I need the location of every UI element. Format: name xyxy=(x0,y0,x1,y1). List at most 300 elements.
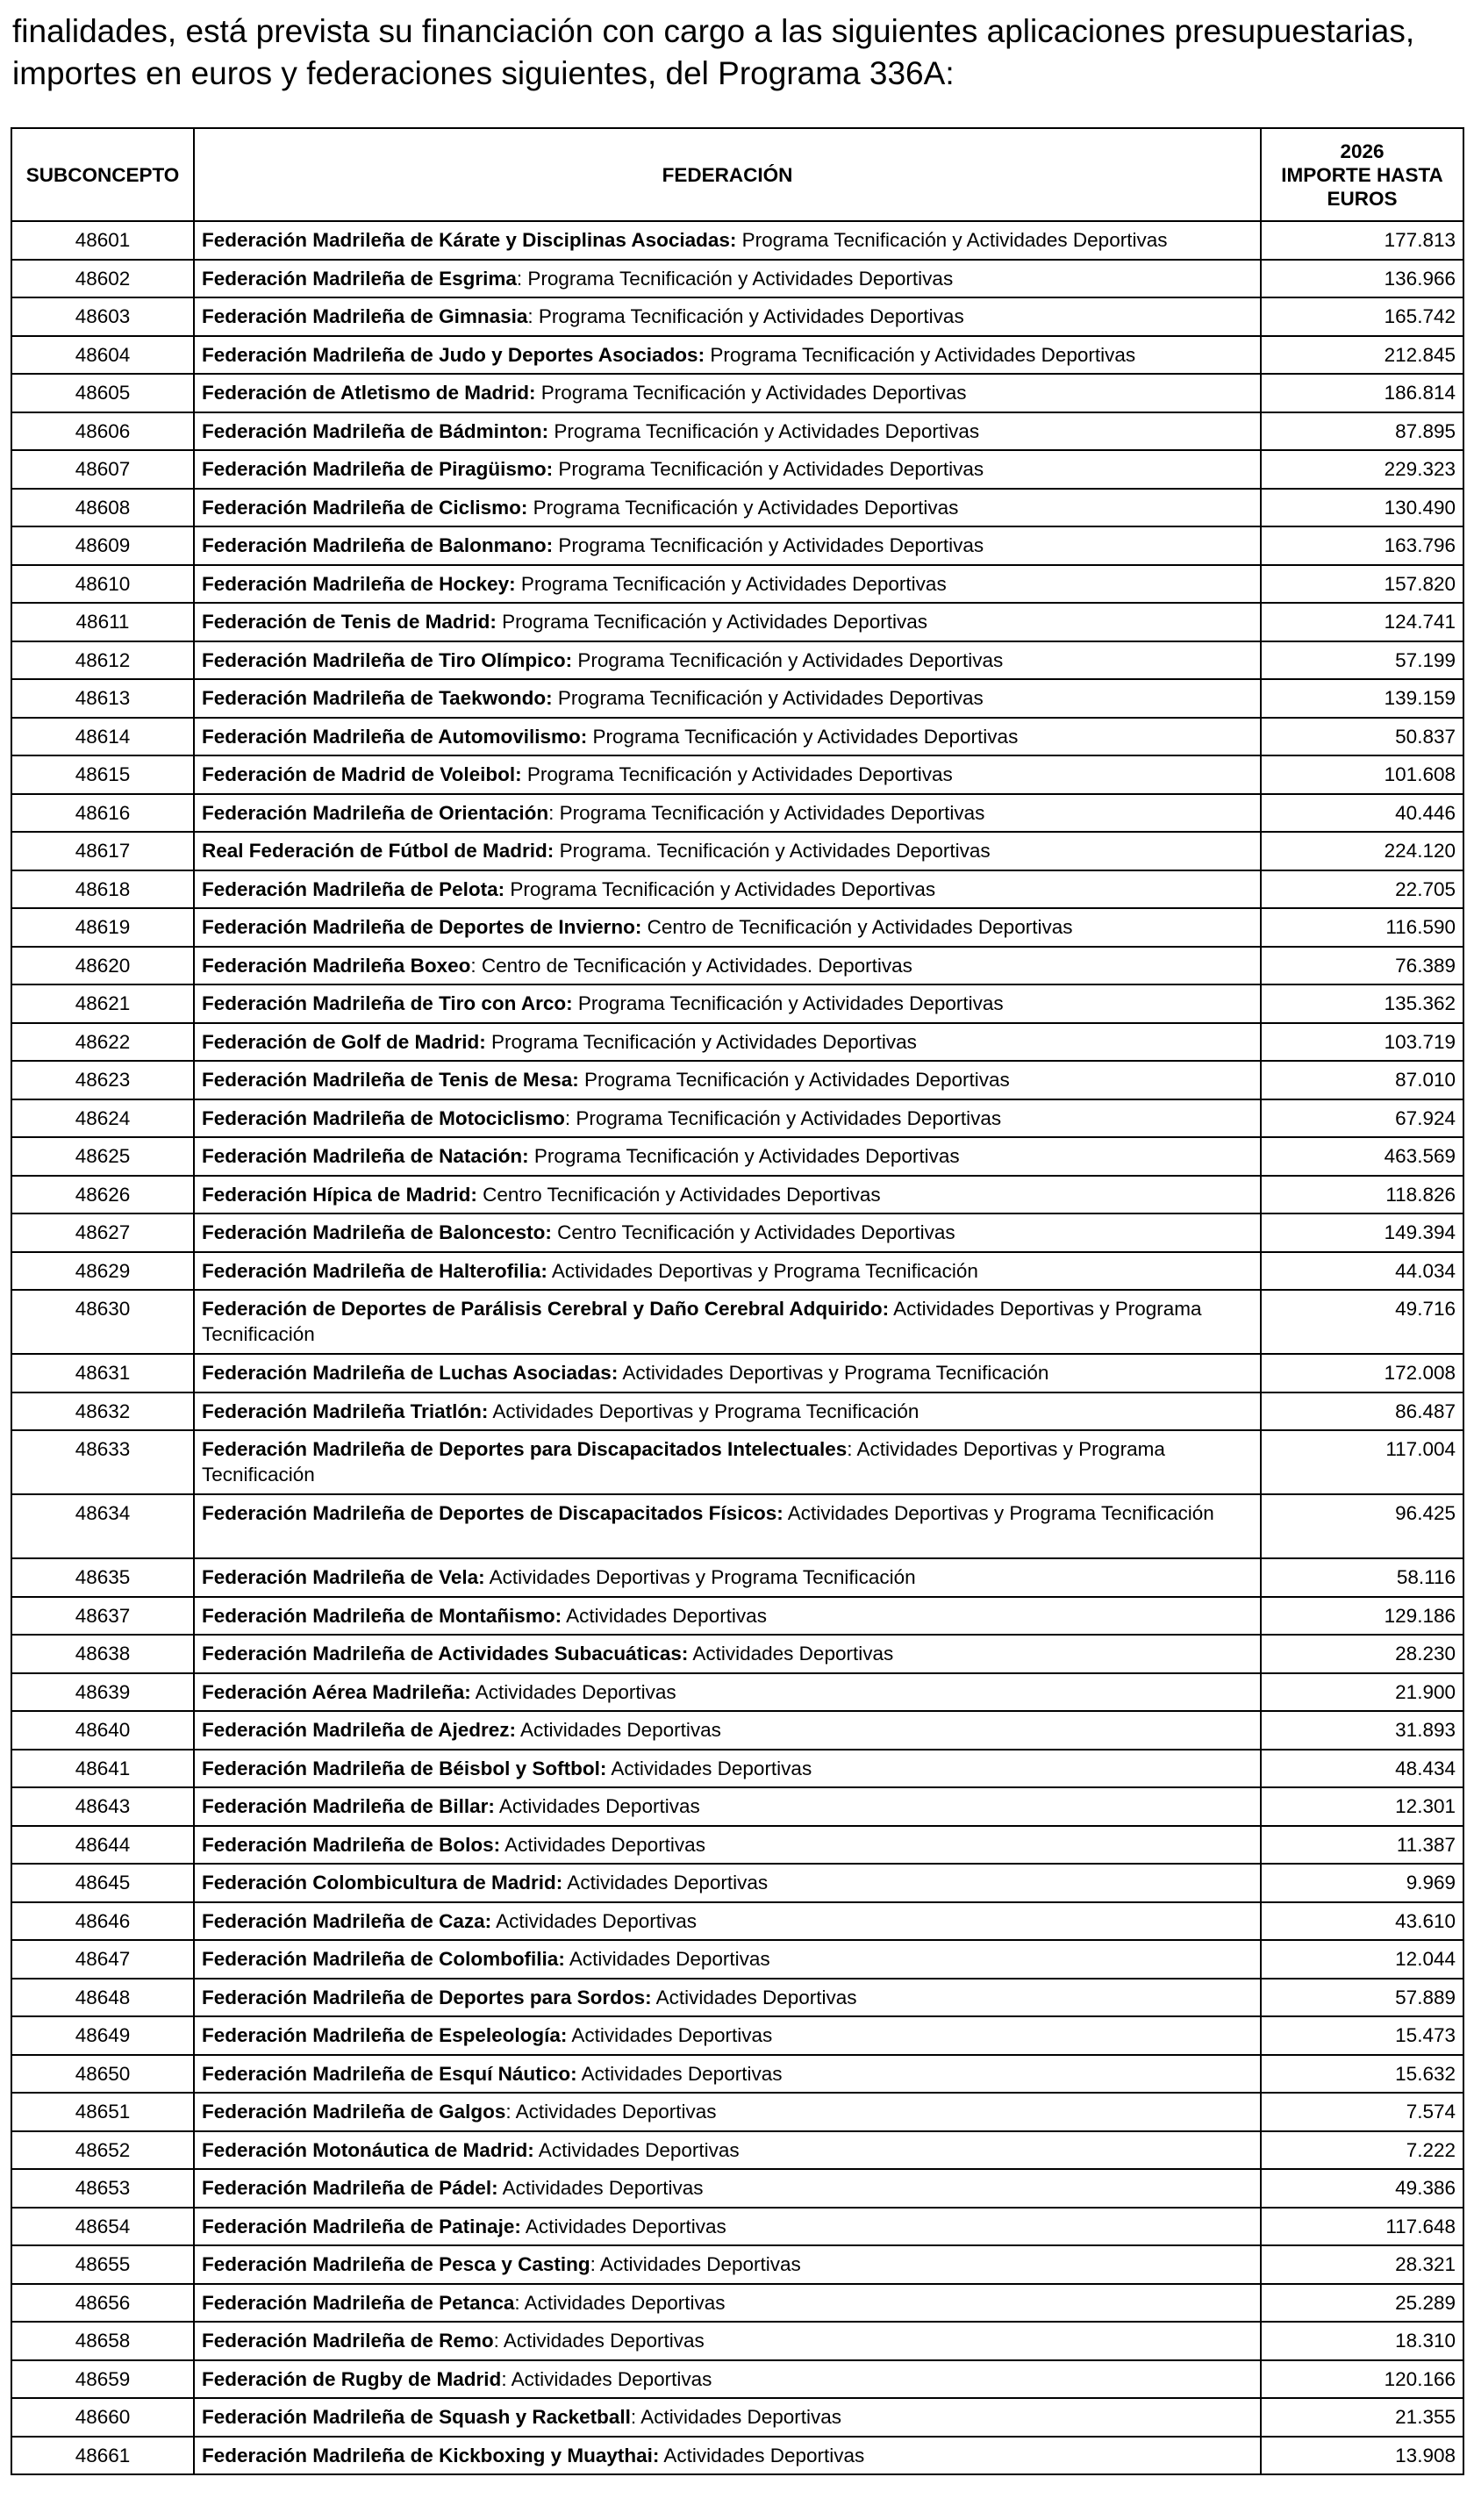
table-row xyxy=(11,1061,1463,1099)
importe-cell: 165.742 xyxy=(1261,297,1463,336)
subconcepto-cell: 48603 xyxy=(11,297,194,336)
federacion-cell xyxy=(194,1635,1261,1673)
federacion-cell xyxy=(194,336,1261,375)
federacion-cell xyxy=(194,412,1261,451)
importe-cell: 120.166 xyxy=(1261,2360,1463,2399)
header-federacion: FEDERACIÓN xyxy=(194,128,1261,221)
federation-program: Actividades Deportivas y Programa Tecnificación xyxy=(202,1298,1202,1345)
subconcepto-cell: 48649 xyxy=(11,2016,194,2055)
subconcepto-cell: 48653 xyxy=(11,2169,194,2208)
table-row xyxy=(11,2322,1463,2360)
subconcepto-cell: 48602 xyxy=(11,260,194,298)
table-row xyxy=(11,1354,1463,1392)
importe-cell: 58.116 xyxy=(1261,1558,1463,1597)
federacion-cell xyxy=(194,794,1261,833)
importe-cell: 103.719 xyxy=(1261,1023,1463,1062)
federacion-cell xyxy=(194,1826,1261,1865)
federation-name: Federación Madrileña de Béisbol y Softbol: xyxy=(202,1757,607,1779)
table-row xyxy=(11,1635,1463,1673)
federacion-cell xyxy=(194,2245,1261,2284)
subconcepto-cell: 48620 xyxy=(11,947,194,985)
federation-program: Programa Tecnificación y Actividades Deportivas xyxy=(553,534,984,556)
federacion-cell xyxy=(194,1750,1261,1788)
federation-name: Federación Madrileña de Tiro con Arco: xyxy=(202,992,573,1014)
federation-program: Programa Tecnificación y Actividades Deportivas xyxy=(535,382,967,404)
table-row xyxy=(11,1673,1463,1712)
importe-cell: 229.323 xyxy=(1261,450,1463,489)
federation-name: Federación Madrileña de Deportes de Invierno: xyxy=(202,916,642,938)
subconcepto-cell: 48617 xyxy=(11,832,194,870)
federacion-cell xyxy=(194,1864,1261,1902)
federation-name: Federación Madrileña de Esquí Náutico: xyxy=(202,2062,577,2085)
federation-program: : Programa Tecnificación y Actividades Deportivas xyxy=(527,305,964,327)
intro-paragraph xyxy=(12,11,1469,95)
table-row xyxy=(11,450,1463,489)
federation-program: Actividades Deportivas xyxy=(688,1643,894,1664)
importe-cell: 212.845 xyxy=(1261,336,1463,375)
federation-name: Real Federación de Fútbol de Madrid: xyxy=(202,840,555,862)
header-importe xyxy=(1261,128,1463,221)
subconcepto-cell: 48613 xyxy=(11,679,194,718)
importe-cell: 86.487 xyxy=(1261,1392,1463,1431)
federation-name: Federación Madrileña de Deportes para Sordos: xyxy=(202,1986,652,2008)
federacion-cell xyxy=(194,984,1261,1023)
federation-name: Federación Madrileña de Patinaje: xyxy=(202,2215,521,2237)
table-row xyxy=(11,1176,1463,1214)
importe-cell: 49.716 xyxy=(1261,1290,1463,1354)
federation-name: Federación Madrileña de Galgos xyxy=(202,2101,506,2123)
table-row xyxy=(11,984,1463,1023)
federation-name: Federación Madrileña de Judo y Deportes Asociados: xyxy=(202,343,705,366)
federacion-cell xyxy=(194,2208,1261,2246)
table-row xyxy=(11,908,1463,947)
table-row xyxy=(11,374,1463,412)
importe-cell: 21.355 xyxy=(1261,2398,1463,2437)
subconcepto-cell: 48631 xyxy=(11,1354,194,1392)
federacion-cell xyxy=(194,1213,1261,1252)
federation-name: Federación Madrileña de Hockey: xyxy=(202,572,516,595)
federation-program: : Actividades Deportivas xyxy=(630,2406,842,2428)
federation-program: Actividades Deportivas xyxy=(651,1986,857,2008)
table-row xyxy=(11,2208,1463,2246)
subconcepto-cell: 48644 xyxy=(11,1826,194,1865)
federacion-cell xyxy=(194,1902,1261,1941)
federation-name: Federación Madrileña de Baloncesto: xyxy=(202,1221,552,1243)
subconcepto-cell: 48605 xyxy=(11,374,194,412)
importe-cell: 49.386 xyxy=(1261,2169,1463,2208)
importe-cell: 117.648 xyxy=(1261,2208,1463,2246)
federacion-cell xyxy=(194,1940,1261,1979)
federation-program: : Actividades Deportivas xyxy=(590,2253,801,2275)
importe-cell: 12.301 xyxy=(1261,1787,1463,1826)
table-row xyxy=(11,2055,1463,2094)
subconcepto-cell: 48656 xyxy=(11,2284,194,2323)
federacion-cell xyxy=(194,1023,1261,1062)
table-row xyxy=(11,1864,1463,1902)
federation-name: Federación Madrileña de Vela: xyxy=(202,1566,485,1588)
subconcepto-cell: 48645 xyxy=(11,1864,194,1902)
subconcepto-cell: 48616 xyxy=(11,794,194,833)
federation-program: Actividades Deportivas xyxy=(497,2177,704,2199)
table-row xyxy=(11,2016,1463,2055)
subconcepto-cell: 48637 xyxy=(11,1597,194,1636)
subconcepto-cell: 48641 xyxy=(11,1750,194,1788)
subconcepto-cell: 48622 xyxy=(11,1023,194,1062)
federacion-cell xyxy=(194,1711,1261,1750)
federation-program: Actividades Deportivas xyxy=(470,1680,676,1703)
federacion-cell xyxy=(194,297,1261,336)
federation-program: Programa Tecnificación y Actividades Deportivas xyxy=(578,1069,1010,1091)
table-row xyxy=(11,718,1463,756)
subconcepto-cell: 48601 xyxy=(11,221,194,260)
table-row xyxy=(11,565,1463,604)
subconcepto-cell: 48627 xyxy=(11,1213,194,1252)
federation-program: Programa Tecnificación y Actividades Deportivas xyxy=(572,992,1004,1014)
federacion-cell xyxy=(194,2437,1261,2475)
importe-cell: 101.608 xyxy=(1261,755,1463,794)
federacion-cell xyxy=(194,260,1261,298)
importe-cell: 157.820 xyxy=(1261,565,1463,604)
federacion-cell xyxy=(194,565,1261,604)
table-row xyxy=(11,1430,1463,1494)
federation-name: Federación Madrileña de Tiro Olímpico: xyxy=(202,648,573,671)
subconcepto-cell: 48650 xyxy=(11,2055,194,2094)
subconcepto-cell: 48610 xyxy=(11,565,194,604)
subconcepto-cell: 48635 xyxy=(11,1558,194,1597)
subconcepto-cell: 48660 xyxy=(11,2398,194,2437)
federation-name: Federación Madrileña Triatlón: xyxy=(202,1400,489,1422)
importe-cell: 7.222 xyxy=(1261,2131,1463,2170)
importe-cell: 43.610 xyxy=(1261,1902,1463,1941)
table-row xyxy=(11,1750,1463,1788)
federacion-cell xyxy=(194,1354,1261,1392)
federation-program: Programa Tecnificación y Actividades Deportivas xyxy=(527,496,959,519)
subconcepto-cell: 48608 xyxy=(11,489,194,527)
importe-cell: 48.434 xyxy=(1261,1750,1463,1788)
federation-name: Federación Madrileña de Deportes para Discapacitados Intelectuales xyxy=(202,1438,848,1460)
federation-name: Federación Madrileña Boxeo xyxy=(202,954,471,977)
header-year: 2026 xyxy=(1340,140,1385,162)
subconcepto-cell: 48614 xyxy=(11,718,194,756)
subconcepto-cell: 48609 xyxy=(11,526,194,565)
subconcepto-cell: 48626 xyxy=(11,1176,194,1214)
federacion-cell xyxy=(194,1252,1261,1291)
federation-name: Federación Madrileña de Espeleología: xyxy=(202,2024,568,2046)
federation-program: Programa Tecnificación y Actividades Deportivas xyxy=(552,687,984,709)
federation-name: Federación Madrileña de Motociclismo xyxy=(202,1106,565,1129)
importe-cell: 28.230 xyxy=(1261,1635,1463,1673)
importe-cell: 186.814 xyxy=(1261,374,1463,412)
federacion-cell xyxy=(194,221,1261,260)
importe-cell: 116.590 xyxy=(1261,908,1463,947)
subconcepto-cell: 48648 xyxy=(11,1979,194,2017)
header-subconcepto: SUBCONCEPTO xyxy=(11,128,194,221)
subconcepto-cell: 48621 xyxy=(11,984,194,1023)
header-importe-hasta: IMPORTE HASTA xyxy=(1281,163,1443,186)
federacion-cell xyxy=(194,2131,1261,2170)
importe-cell: 57.889 xyxy=(1261,1979,1463,2017)
table-row xyxy=(11,221,1463,260)
table-row xyxy=(11,1597,1463,1636)
subconcepto-cell: 48659 xyxy=(11,2360,194,2399)
federation-program: Programa Tecnificación y Actividades Deportivas xyxy=(572,648,1004,671)
federation-program: : Centro de Tecnificación y Actividades. Deportivas xyxy=(470,954,912,977)
federation-name: Federación Madrileña de Kárate y Disciplinas Asociadas: xyxy=(202,229,737,251)
federation-program: Programa Tecnificación y Actividades Deportivas xyxy=(553,458,984,480)
federation-program: Actividades Deportivas xyxy=(659,2444,865,2466)
importe-cell: 135.362 xyxy=(1261,984,1463,1023)
table-row xyxy=(11,870,1463,909)
importe-cell: 31.893 xyxy=(1261,1711,1463,1750)
federacion-cell xyxy=(194,908,1261,947)
importe-cell: 67.924 xyxy=(1261,1099,1463,1138)
importe-cell: 25.289 xyxy=(1261,2284,1463,2323)
federacion-cell xyxy=(194,526,1261,565)
table-row xyxy=(11,2437,1463,2475)
federation-program: : Actividades Deportivas xyxy=(514,2291,726,2314)
subconcepto-cell: 48604 xyxy=(11,336,194,375)
federacion-cell xyxy=(194,603,1261,641)
subconcepto-cell: 48630 xyxy=(11,1290,194,1354)
federation-name: Federación Madrileña de Ajedrez: xyxy=(202,1719,517,1741)
importe-cell: 224.120 xyxy=(1261,832,1463,870)
federation-program: Actividades Deportivas y Programa Tecnificación xyxy=(547,1259,978,1282)
table-row xyxy=(11,1392,1463,1431)
federation-program: Programa. Tecnificación y Actividades Deportivas xyxy=(554,840,991,862)
federation-name: Federación Madrileña de Esgrima xyxy=(202,267,517,290)
importe-cell: 57.199 xyxy=(1261,641,1463,680)
subconcepto-cell: 48638 xyxy=(11,1635,194,1673)
importe-cell: 117.004 xyxy=(1261,1430,1463,1494)
table-row xyxy=(11,2284,1463,2323)
table-row xyxy=(11,641,1463,680)
importe-cell: 40.446 xyxy=(1261,794,1463,833)
subconcepto-cell: 48611 xyxy=(11,603,194,641)
subconcepto-cell: 48606 xyxy=(11,412,194,451)
federation-name: Federación Madrileña de Natación: xyxy=(202,1145,529,1167)
federation-name: Federación Madrileña de Pádel: xyxy=(202,2177,498,2199)
importe-cell: 118.826 xyxy=(1261,1176,1463,1214)
table-row xyxy=(11,336,1463,375)
federacion-cell xyxy=(194,374,1261,412)
subconcepto-cell: 48647 xyxy=(11,1940,194,1979)
table-row xyxy=(11,2245,1463,2284)
importe-cell: 463.569 xyxy=(1261,1137,1463,1176)
federation-program: Actividades Deportivas xyxy=(516,1719,721,1741)
table-row xyxy=(11,1826,1463,1865)
federation-program: Actividades Deportivas y Programa Tecnificación xyxy=(488,1400,919,1422)
federacion-cell xyxy=(194,489,1261,527)
subconcepto-cell: 48619 xyxy=(11,908,194,947)
federation-name: Federación Madrileña de Actividades Subacuáticas: xyxy=(202,1643,689,1664)
importe-cell: 177.813 xyxy=(1261,221,1463,260)
federation-program: Actividades Deportivas xyxy=(562,1872,769,1894)
table-row xyxy=(11,1137,1463,1176)
federation-name: Federación Hípica de Madrid: xyxy=(202,1183,477,1206)
subconcepto-cell: 48633 xyxy=(11,1430,194,1494)
federation-name: Federación Madrileña de Pesca y Casting xyxy=(202,2253,590,2275)
federation-name: Federación de Golf de Madrid: xyxy=(202,1030,486,1053)
federacion-cell xyxy=(194,641,1261,680)
federation-program: Actividades Deportivas y Programa Tecnificación xyxy=(783,1502,1214,1524)
federation-program: Centro de Tecnificación y Actividades Deportivas xyxy=(641,916,1073,938)
table-row xyxy=(11,1979,1463,2017)
importe-cell: 87.010 xyxy=(1261,1061,1463,1099)
federation-program: Actividades Deportivas xyxy=(494,1795,700,1817)
federation-program: Programa Tecnificación y Actividades Deportivas xyxy=(521,763,953,785)
table-row xyxy=(11,1902,1463,1941)
federation-program: Programa Tecnificación y Actividades Deportivas xyxy=(736,229,1168,251)
federation-name: Federación Madrileña de Colombofilia: xyxy=(202,1948,565,1970)
federation-name: Federación Madrileña de Bolos: xyxy=(202,1833,501,1856)
federation-program: Programa Tecnificación y Actividades Deportivas xyxy=(587,725,1019,748)
federation-program: Programa Tecnificación y Actividades Deportivas xyxy=(485,1030,917,1053)
subconcepto-cell: 48623 xyxy=(11,1061,194,1099)
federation-name: Federación Motonáutica de Madrid: xyxy=(202,2138,534,2161)
federation-program: : Programa Tecnificación y Actividades Deportivas xyxy=(564,1106,1002,1129)
subconcepto-cell: 48618 xyxy=(11,870,194,909)
federation-name: Federación Madrileña de Bádminton: xyxy=(202,419,549,442)
federation-name: Federación de Atletismo de Madrid: xyxy=(202,382,536,404)
importe-cell: 76.389 xyxy=(1261,947,1463,985)
importe-cell: 149.394 xyxy=(1261,1213,1463,1252)
table-row xyxy=(11,794,1463,833)
federacion-cell xyxy=(194,2322,1261,2360)
federation-name: Federación Madrileña de Squash y Racketball xyxy=(202,2406,631,2428)
federacion-cell xyxy=(194,2284,1261,2323)
importe-cell: 50.837 xyxy=(1261,718,1463,756)
table-row xyxy=(11,679,1463,718)
table-row xyxy=(11,1787,1463,1826)
federation-name: Federación Madrileña de Petanca xyxy=(202,2291,515,2314)
subconcepto-cell: 48624 xyxy=(11,1099,194,1138)
federation-name: Federación Madrileña de Remo xyxy=(202,2330,494,2352)
subconcepto-cell: 48634 xyxy=(11,1494,194,1558)
federation-program: Programa Tecnificación y Actividades Deportivas xyxy=(705,343,1136,366)
federation-program: : Actividades Deportivas xyxy=(501,2367,712,2390)
table-row xyxy=(11,755,1463,794)
table-row xyxy=(11,489,1463,527)
subconcepto-cell: 48658 xyxy=(11,2322,194,2360)
federacion-cell xyxy=(194,450,1261,489)
importe-cell: 172.008 xyxy=(1261,1354,1463,1392)
table-row xyxy=(11,1290,1463,1354)
importe-cell: 7.574 xyxy=(1261,2093,1463,2131)
subconcepto-cell: 48643 xyxy=(11,1787,194,1826)
federation-name: Federación Madrileña de Tenis de Mesa: xyxy=(202,1069,579,1091)
federacion-cell xyxy=(194,2093,1261,2131)
importe-cell: 18.310 xyxy=(1261,2322,1463,2360)
federation-name: Federación de Madrid de Voleibol: xyxy=(202,763,522,785)
federation-program: Actividades Deportivas xyxy=(564,1948,770,1970)
federation-name: Federación Madrileña de Taekwondo: xyxy=(202,687,553,709)
importe-cell: 136.966 xyxy=(1261,260,1463,298)
federacion-cell xyxy=(194,1392,1261,1431)
federation-program: Programa Tecnificación y Actividades Deportivas xyxy=(515,572,947,595)
federation-program: : Actividades Deportivas xyxy=(505,2101,717,2123)
federacion-cell xyxy=(194,1061,1261,1099)
federacion-cell xyxy=(194,1494,1261,1558)
intro-line-2: importes en euros y federaciones siguientes, del Programa 336A: xyxy=(12,55,955,91)
subconcepto-cell: 48639 xyxy=(11,1673,194,1712)
federation-name: Federación Madrileña de Deportes de Discapacitados Físicos: xyxy=(202,1502,784,1524)
federation-program: Actividades Deportivas xyxy=(520,2215,726,2237)
federation-program: Actividades Deportivas y Programa Tecnificación xyxy=(618,1362,1049,1384)
federation-name: Federación de Rugby de Madrid xyxy=(202,2367,502,2390)
federation-name: Federación Madrileña de Gimnasia xyxy=(202,305,528,327)
intro-line-1: finalidades, está prevista su financiación con cargo a las siguientes aplicaciones presupuestarias, xyxy=(12,13,1415,49)
subconcepto-cell: 48632 xyxy=(11,1392,194,1431)
federation-program: : Actividades Deportivas xyxy=(493,2330,705,2352)
federation-program: Actividades Deportivas xyxy=(500,1833,705,1856)
federation-program: Programa Tecnificación y Actividades Deportivas xyxy=(504,877,936,900)
federacion-cell xyxy=(194,2169,1261,2208)
federation-program: Actividades Deportivas xyxy=(567,2024,773,2046)
federacion-cell xyxy=(194,947,1261,985)
federation-program: Actividades Deportivas y Programa Tecnificación xyxy=(484,1566,916,1588)
importe-cell: 9.969 xyxy=(1261,1864,1463,1902)
federation-name: Federación Madrileña de Piragüismo: xyxy=(202,458,554,480)
federacion-cell xyxy=(194,755,1261,794)
importe-cell: 22.705 xyxy=(1261,870,1463,909)
importe-cell: 96.425 xyxy=(1261,1494,1463,1558)
subconcepto-cell: 48625 xyxy=(11,1137,194,1176)
federacion-cell xyxy=(194,718,1261,756)
federation-name: Federación Colombicultura de Madrid: xyxy=(202,1872,563,1894)
table-row xyxy=(11,2131,1463,2170)
table-row xyxy=(11,2093,1463,2131)
federacion-cell xyxy=(194,1979,1261,2017)
federation-budget-table xyxy=(11,127,1464,2475)
federation-program: Programa Tecnificación y Actividades Deportivas xyxy=(528,1145,960,1167)
federacion-cell xyxy=(194,1290,1261,1354)
table-row xyxy=(11,2169,1463,2208)
table-row xyxy=(11,2360,1463,2399)
importe-cell: 21.900 xyxy=(1261,1673,1463,1712)
federation-name: Federación Madrileña de Montañismo: xyxy=(202,1604,562,1627)
subconcepto-cell: 48629 xyxy=(11,1252,194,1291)
subconcepto-cell: 48607 xyxy=(11,450,194,489)
header-euros: EUROS xyxy=(1327,187,1398,210)
federation-name: Federación Madrileña de Pelota: xyxy=(202,877,505,900)
table-row xyxy=(11,297,1463,336)
federation-program: Programa Tecnificación y Actividades Deportivas xyxy=(496,611,927,633)
subconcepto-cell: 48640 xyxy=(11,1711,194,1750)
importe-cell: 11.387 xyxy=(1261,1826,1463,1865)
table-row xyxy=(11,1494,1463,1558)
federacion-cell xyxy=(194,2055,1261,2094)
importe-cell: 15.473 xyxy=(1261,2016,1463,2055)
federation-name: Federación de Tenis de Madrid: xyxy=(202,611,497,633)
federation-program: Centro Tecnificación y Actividades Deportivas xyxy=(551,1221,955,1243)
importe-cell: 15.632 xyxy=(1261,2055,1463,2094)
subconcepto-cell: 48615 xyxy=(11,755,194,794)
federation-name: Federación Madrileña de Orientación xyxy=(202,801,549,824)
subconcepto-cell: 48646 xyxy=(11,1902,194,1941)
federacion-cell xyxy=(194,832,1261,870)
table-row xyxy=(11,526,1463,565)
federation-name: Federación Madrileña de Billar: xyxy=(202,1795,495,1817)
table-row xyxy=(11,1213,1463,1252)
importe-cell: 129.186 xyxy=(1261,1597,1463,1636)
federation-name: Federación Madrileña de Halterofilia: xyxy=(202,1259,547,1282)
importe-cell: 13.908 xyxy=(1261,2437,1463,2475)
federation-program: Programa Tecnificación y Actividades Deportivas xyxy=(548,419,980,442)
subconcepto-cell: 48652 xyxy=(11,2131,194,2170)
federation-name: Federación Madrileña de Luchas Asociadas: xyxy=(202,1362,619,1384)
federacion-cell xyxy=(194,1558,1261,1597)
importe-cell: 87.895 xyxy=(1261,412,1463,451)
